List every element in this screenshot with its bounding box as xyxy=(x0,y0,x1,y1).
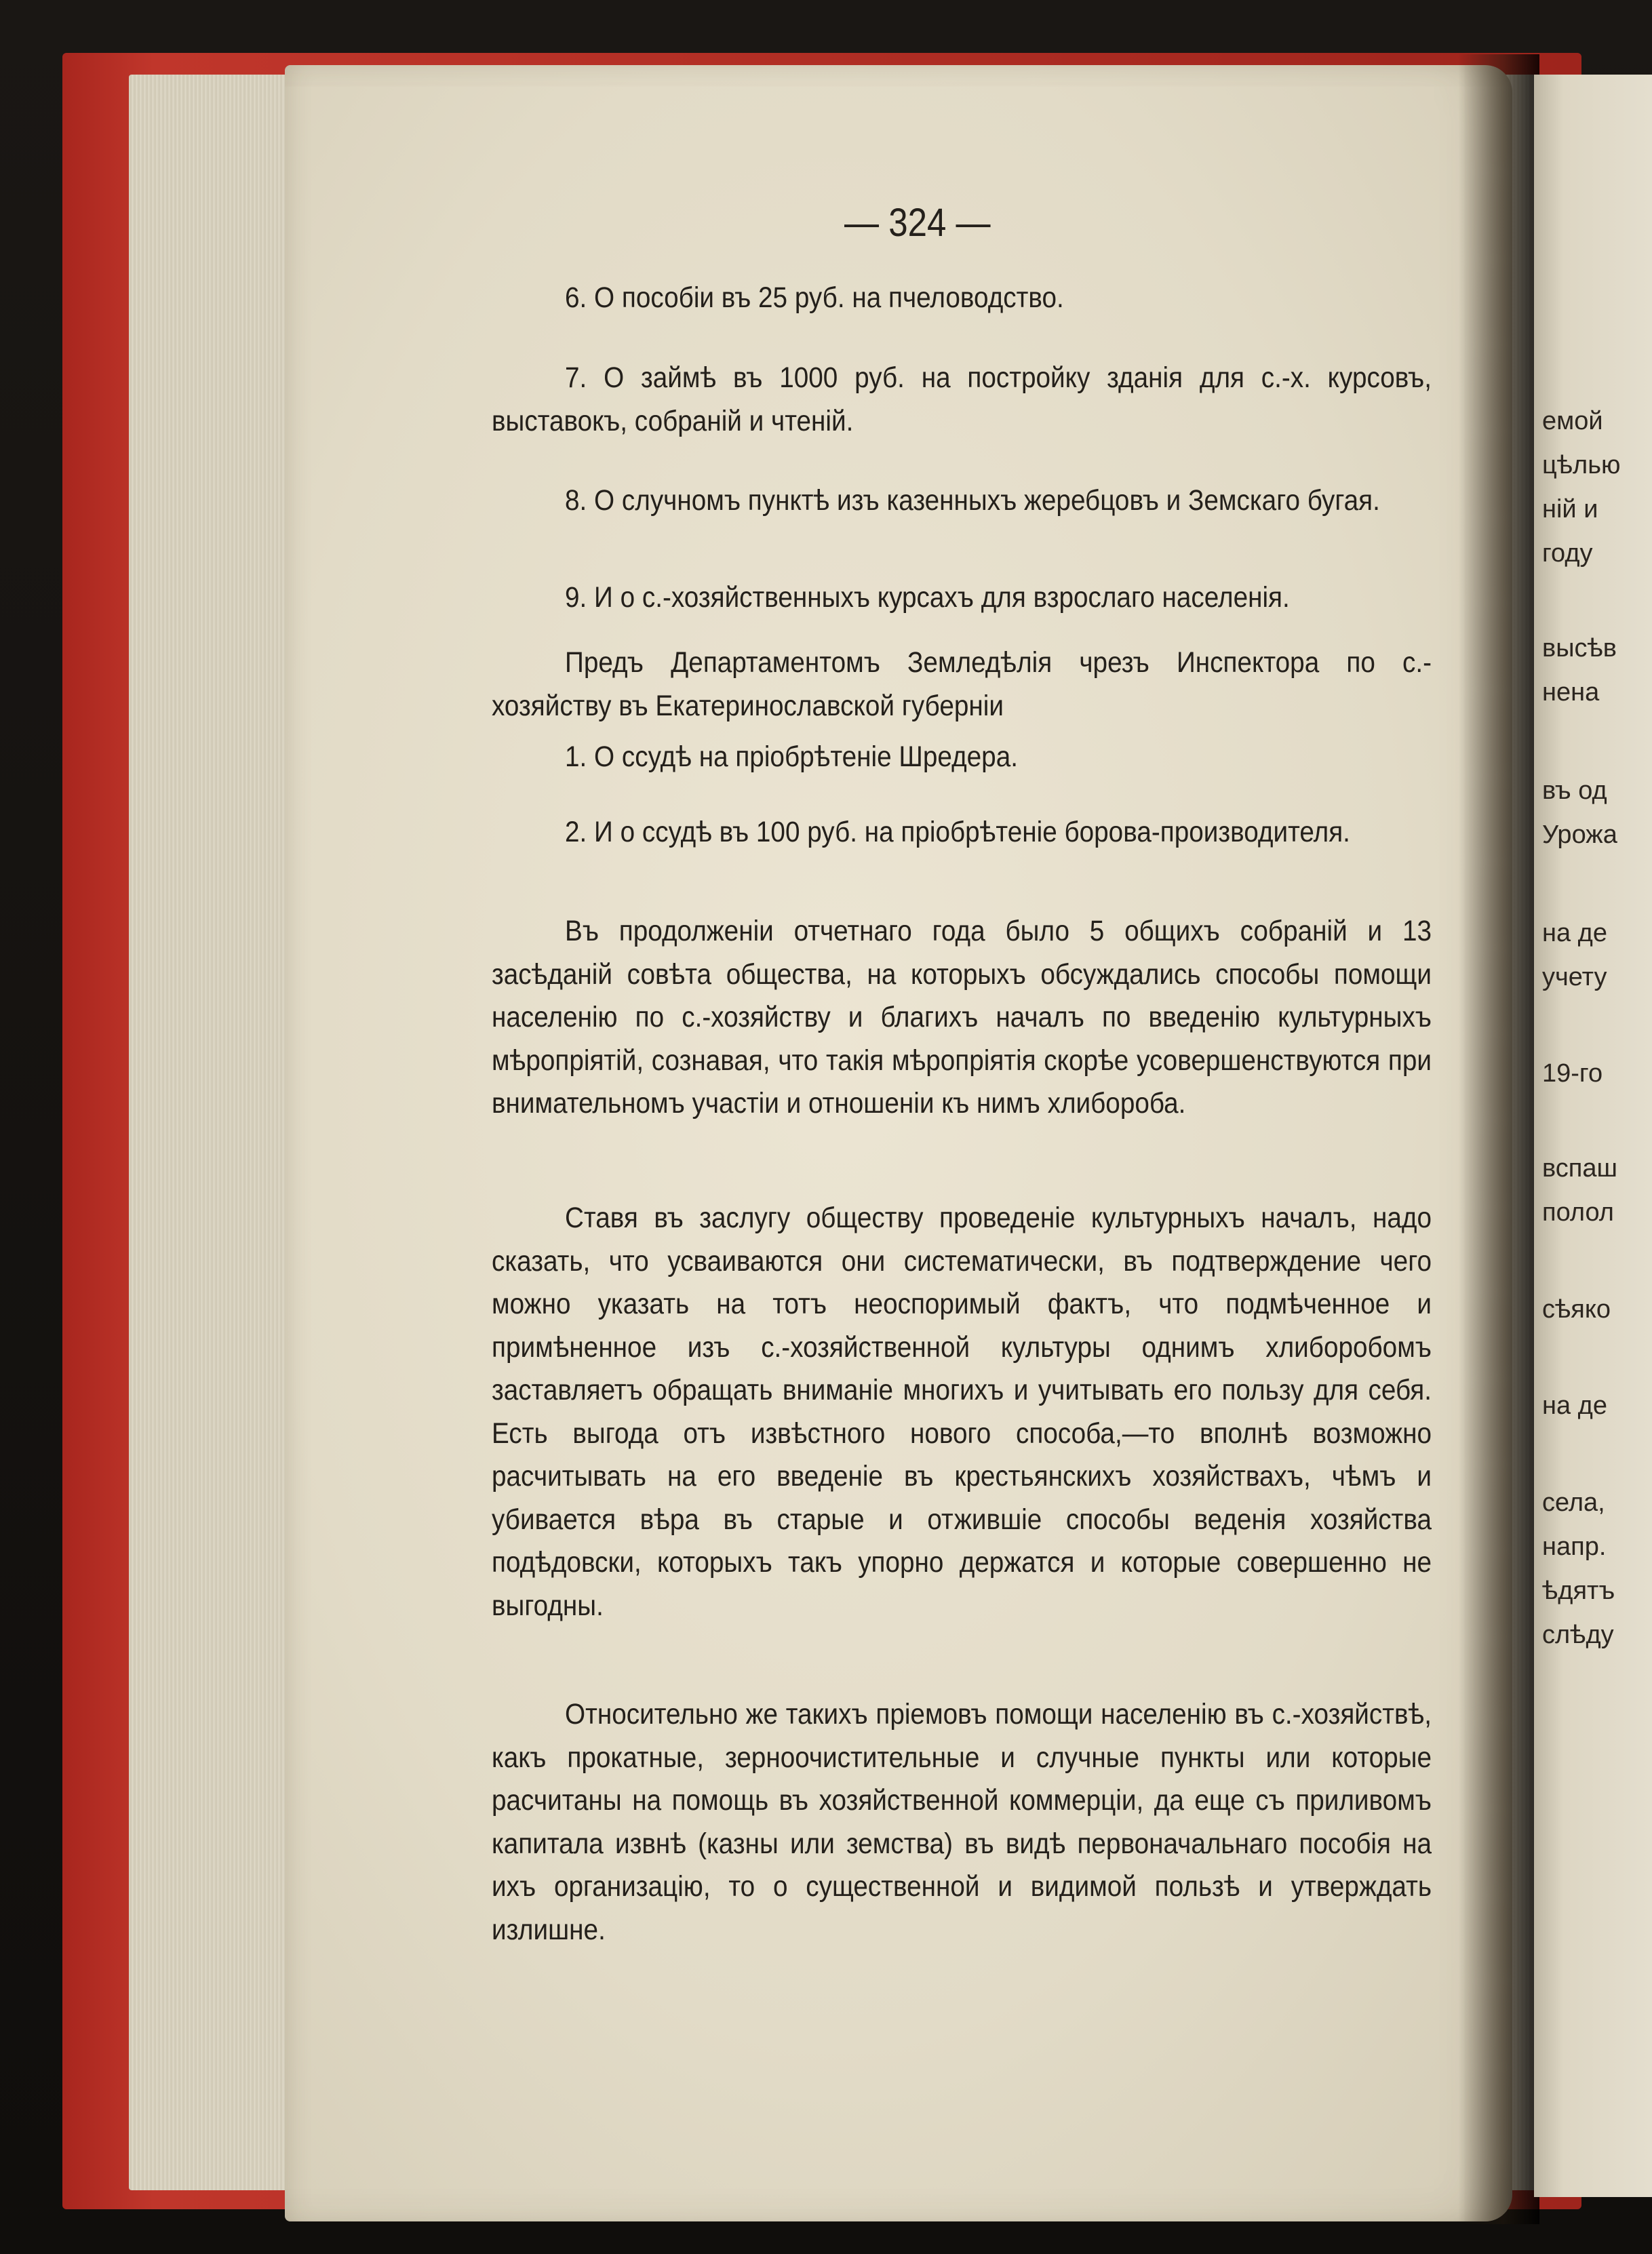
facing-line: сѣяко xyxy=(1542,1295,1611,1324)
paragraph: 7. О займѣ въ 1000 руб. на постройку зданія для с.-х. курсовъ, выставокъ, собраній и чтеній. xyxy=(492,361,1432,437)
facing-line: ній и xyxy=(1542,495,1598,523)
facing-line: на де xyxy=(1542,919,1607,947)
facing-line: напр. xyxy=(1542,1533,1607,1561)
facing-line: Урожа xyxy=(1542,820,1617,849)
page-number: — 324 — xyxy=(844,201,991,245)
facing-line: учету xyxy=(1542,963,1607,991)
facing-line: ѣдятъ xyxy=(1542,1577,1615,1605)
paragraph: 8. О случномъ пунктѣ изъ казенныхъ жеребцовъ и Земскаго бугая. xyxy=(565,484,1380,517)
paragraph: Предъ Департаментомъ Земледѣлія чрезъ Инспектора по с.-хозяйству въ Екатеринославской губерніи xyxy=(492,646,1432,722)
facing-line: году xyxy=(1542,539,1593,568)
facing-line: села, xyxy=(1542,1488,1605,1517)
facing-page xyxy=(1534,75,1652,2197)
facing-line: цѣлью xyxy=(1542,451,1621,479)
paragraph: 6. О пособіи въ 25 руб. на пчеловодство. xyxy=(565,281,1064,314)
paragraph: 2. И о ссудѣ въ 100 руб. на пріобрѣтеніе борова-производителя. xyxy=(565,816,1350,848)
gutter-shadow xyxy=(1458,54,1539,2224)
paragraph: Въ продолженіи отчетнаго года было 5 общихъ собраній и 13 засѣданій совѣта общества, на которыхъ обсуждались способы помощи населенію по с.-хозяйству и благихъ началъ по введенію культурныхъ мѣропріятій, сознавая, что такія мѣропріятія скорѣе усовершенствуются при внимательномъ участіи и отношеніи къ нимъ хлибороба. xyxy=(492,915,1432,1120)
facing-line: полол xyxy=(1542,1198,1614,1227)
paragraph: Относительно же такихъ пріемовъ помощи населенію въ с.-хозяйствѣ, какъ прокатные, зерноочистительные и случные пункты или которые расчитаны на помощь въ хозяйственной коммерціи, да еще съ приливомъ капитала извнѣ (казны или земства) въ видѣ первоначальнаго пособія на ихъ организацію, то о существенной и видимой пользѣ и утверждать излишне. xyxy=(492,1698,1432,1946)
facing-line: въ од xyxy=(1542,776,1607,805)
facing-line: на де xyxy=(1542,1391,1607,1420)
facing-line: вспаш xyxy=(1542,1154,1617,1183)
facing-line: нена xyxy=(1542,678,1600,707)
paragraph: Ставя въ заслугу обществу проведеніе культурныхъ началъ, надо сказать, что усваиваются они систематически, въ подтверждение чего можно указать на тотъ неоспоримый фактъ, что подмѣченное и примѣненное изъ с.-хозяйственной культуры однимъ хлиборобомъ заставляетъ обращать вниманіе многихъ и учитывать его пользу для себя. Есть выгода отъ извѣстного нового способа,—то вполнѣ возможно расчитывать на его введеніе въ крестьянскихъ хозяйствахъ, чѣмъ и убивается вѣра въ старые и отжившіе способы веденія хозяйства подѣдовски, которыхъ такъ упорно держатся и которые совершенно не выгодны. xyxy=(492,1202,1432,1622)
facing-line: высѣв xyxy=(1542,634,1617,663)
paragraph: 9. И о с.-хозяйственныхъ курсахъ для взрослаго населенія. xyxy=(565,581,1290,614)
facing-line: емой xyxy=(1542,407,1603,435)
facing-line: слѣду xyxy=(1542,1621,1614,1649)
paragraph: 1. О ссудѣ на пріобрѣтеніе Шредера. xyxy=(565,740,1018,773)
facing-line: 19-го xyxy=(1542,1059,1603,1088)
